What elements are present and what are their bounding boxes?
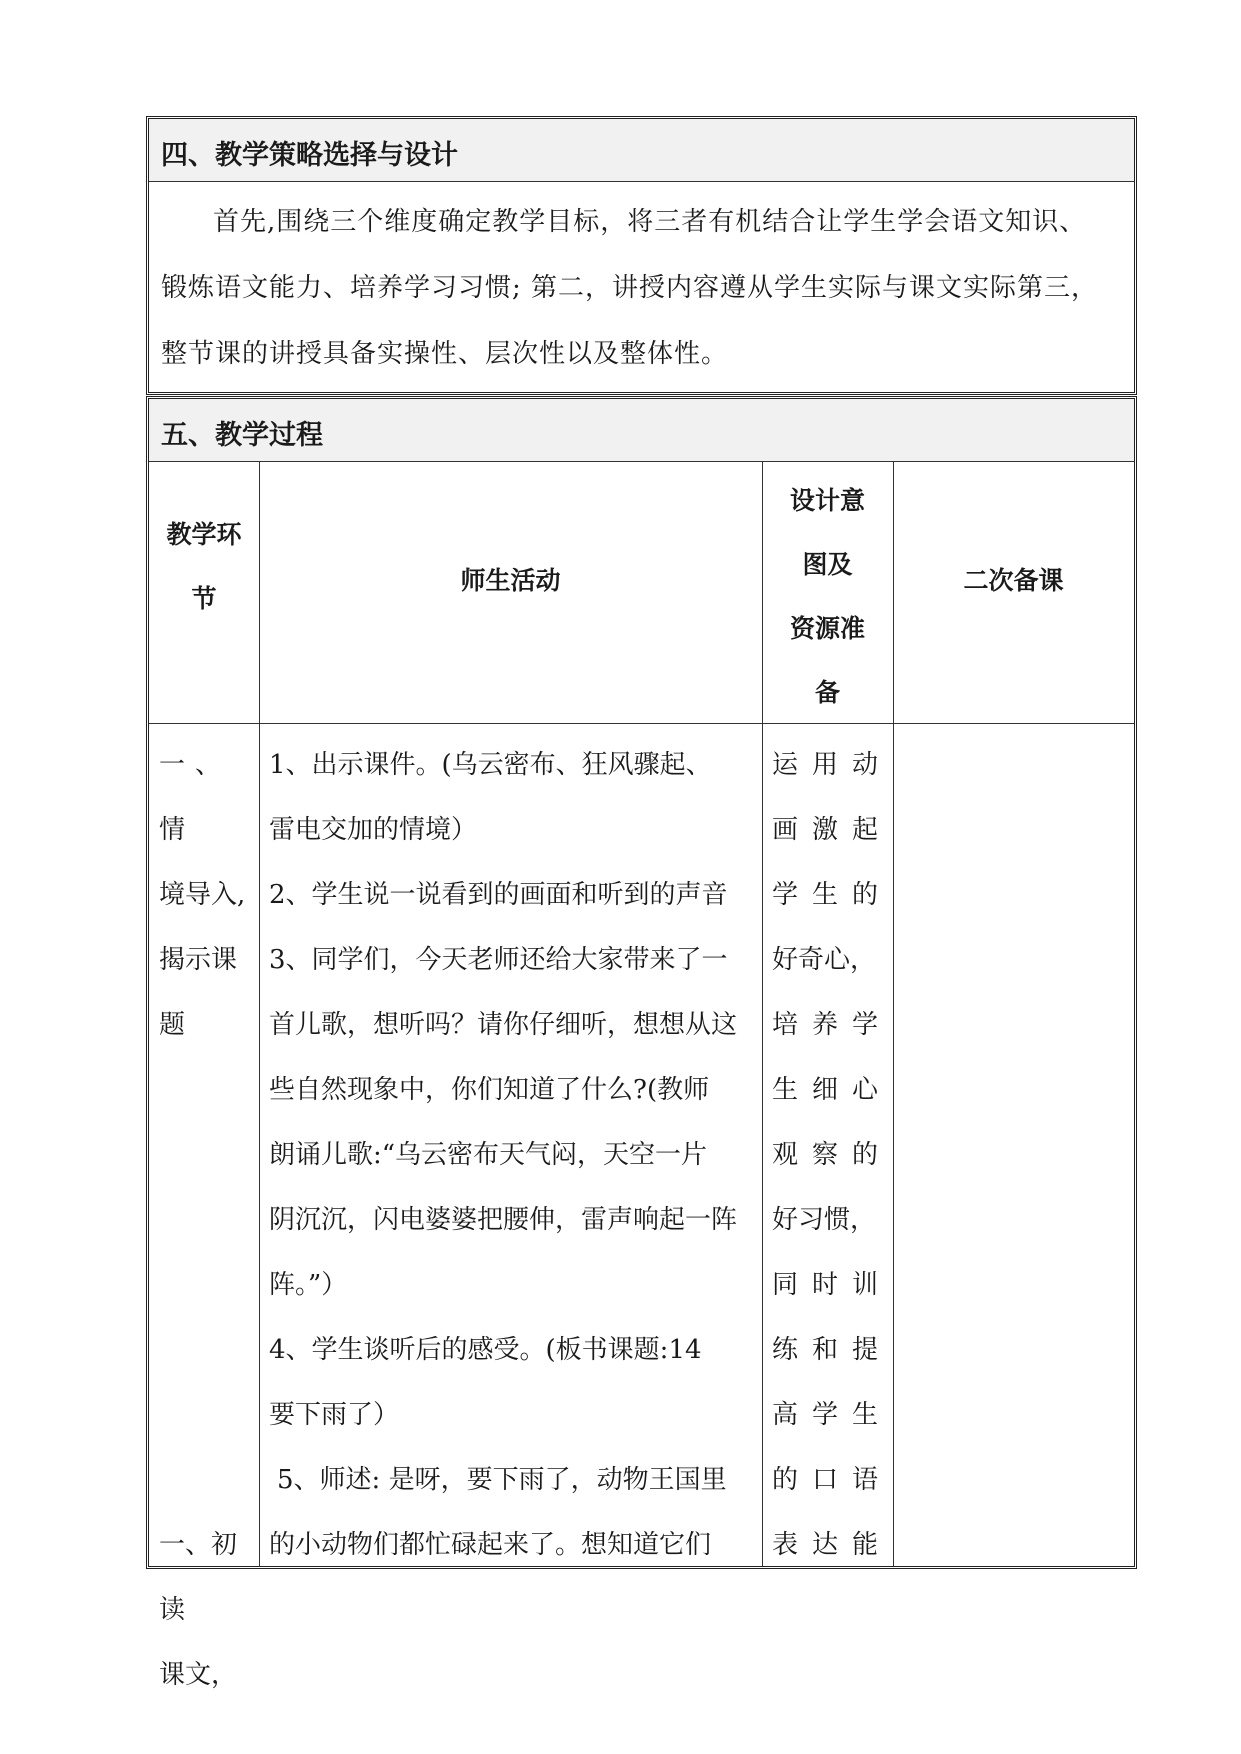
intent-line: 表达能 xyxy=(772,1530,893,1560)
header-text: 节 xyxy=(191,584,217,613)
intent-line: 同时训 xyxy=(772,1270,893,1300)
strategy-section xyxy=(146,116,1137,395)
stage-line: 境导入, xyxy=(159,880,246,910)
intent-line: 运用动 xyxy=(772,750,893,780)
stage-cell xyxy=(159,733,257,1708)
strategy-title: 四、教学策略选择与设计 xyxy=(161,140,458,171)
intent-line: 观察的 xyxy=(772,1140,893,1170)
stage-line: 揭示课 xyxy=(159,945,238,975)
intent-line: 培养学 xyxy=(772,1010,893,1040)
intent-line: 的口语 xyxy=(772,1465,893,1495)
activity-line: 2、学生说一说看到的画面和听到的声音 xyxy=(269,880,728,910)
activity-line: 1、出示课件。(乌云密布、狂风骤起、 xyxy=(269,750,712,780)
activity-line: 3、同学们，今天老师还给大家带来了一 xyxy=(269,945,728,975)
header-text: 图及 xyxy=(802,550,853,579)
header-row-divider xyxy=(149,723,1134,724)
stage-line: 一、初读 xyxy=(159,1530,238,1625)
strategy-header xyxy=(149,119,1134,182)
activity-line: 5、师述: 是呀，要下雨了，动物王国里 xyxy=(277,1465,727,1495)
process-header xyxy=(149,399,1134,462)
stage-line: 题 xyxy=(159,1010,186,1040)
intent-line: 生细心 xyxy=(772,1075,893,1105)
header-text: 设计意 xyxy=(789,486,865,515)
strategy-paragraph-2 xyxy=(161,255,1126,321)
intent-line: 好习惯， xyxy=(772,1205,877,1235)
activity-line: 4、学生谈听后的感受。(板书课题:14 xyxy=(269,1335,702,1365)
strategy-line: 首先,围绕三个维度确定教学目标，将三者有机结合让学生学会语文知识、 xyxy=(213,207,1087,237)
activity-line: 些自然现象中，你们知道了什么?(教师 xyxy=(269,1075,710,1105)
stage-spacer xyxy=(159,1058,257,1513)
activity-line: 首儿歌，想听吗？请你仔细听，想想从这 xyxy=(269,1010,738,1040)
activity-line: 阵。”） xyxy=(269,1270,348,1300)
intent-line: 好奇心， xyxy=(772,945,877,975)
header-text: 备 xyxy=(814,678,840,707)
header-text: 资源准 xyxy=(789,614,865,643)
intent-line: 学生的 xyxy=(772,880,893,910)
intent-line: 练和提 xyxy=(772,1335,893,1365)
activity-line: 的小动物们都忙碌起来了。想知道它们 xyxy=(269,1530,712,1560)
activity-line: 朗诵儿歌:“乌云密布天气闷，天空一片 xyxy=(269,1140,708,1170)
header-teaching-stage xyxy=(149,503,259,631)
strategy-paragraph-3 xyxy=(161,321,1126,387)
column-divider xyxy=(259,461,260,1566)
column-divider xyxy=(893,461,894,1566)
header-text: 教学环 xyxy=(166,520,242,549)
header-design-intent xyxy=(762,469,893,725)
activity-line: 阴沉沉，闪电婆婆把腰伸，雷声响起一阵 xyxy=(269,1205,738,1235)
stage-line: 课文， xyxy=(159,1660,238,1690)
activity-line: 要下雨了） xyxy=(269,1400,400,1430)
header-activities: 师生活动 xyxy=(460,566,561,595)
stage-line: 一、情 xyxy=(159,750,232,845)
process-section xyxy=(146,396,1137,1690)
design-intent-cell xyxy=(772,733,893,1578)
process-title: 五、教学过程 xyxy=(161,420,323,451)
strategy-line: 整节课的讲授具备实操性、层次性以及整体性。 xyxy=(161,339,729,369)
activity-line: 雷电交加的情境） xyxy=(269,815,478,845)
activities-cell xyxy=(269,733,764,1578)
intent-line: 高学生 xyxy=(772,1400,893,1430)
header-second-preparation: 二次备课 xyxy=(963,566,1064,595)
intent-line: 画激起 xyxy=(772,815,893,845)
strategy-paragraph xyxy=(161,189,1126,255)
strategy-line: 锻炼语文能力、培养学习习惯; 第二，讲授内容遵从学生实际与课文实际第三， xyxy=(161,273,1099,303)
